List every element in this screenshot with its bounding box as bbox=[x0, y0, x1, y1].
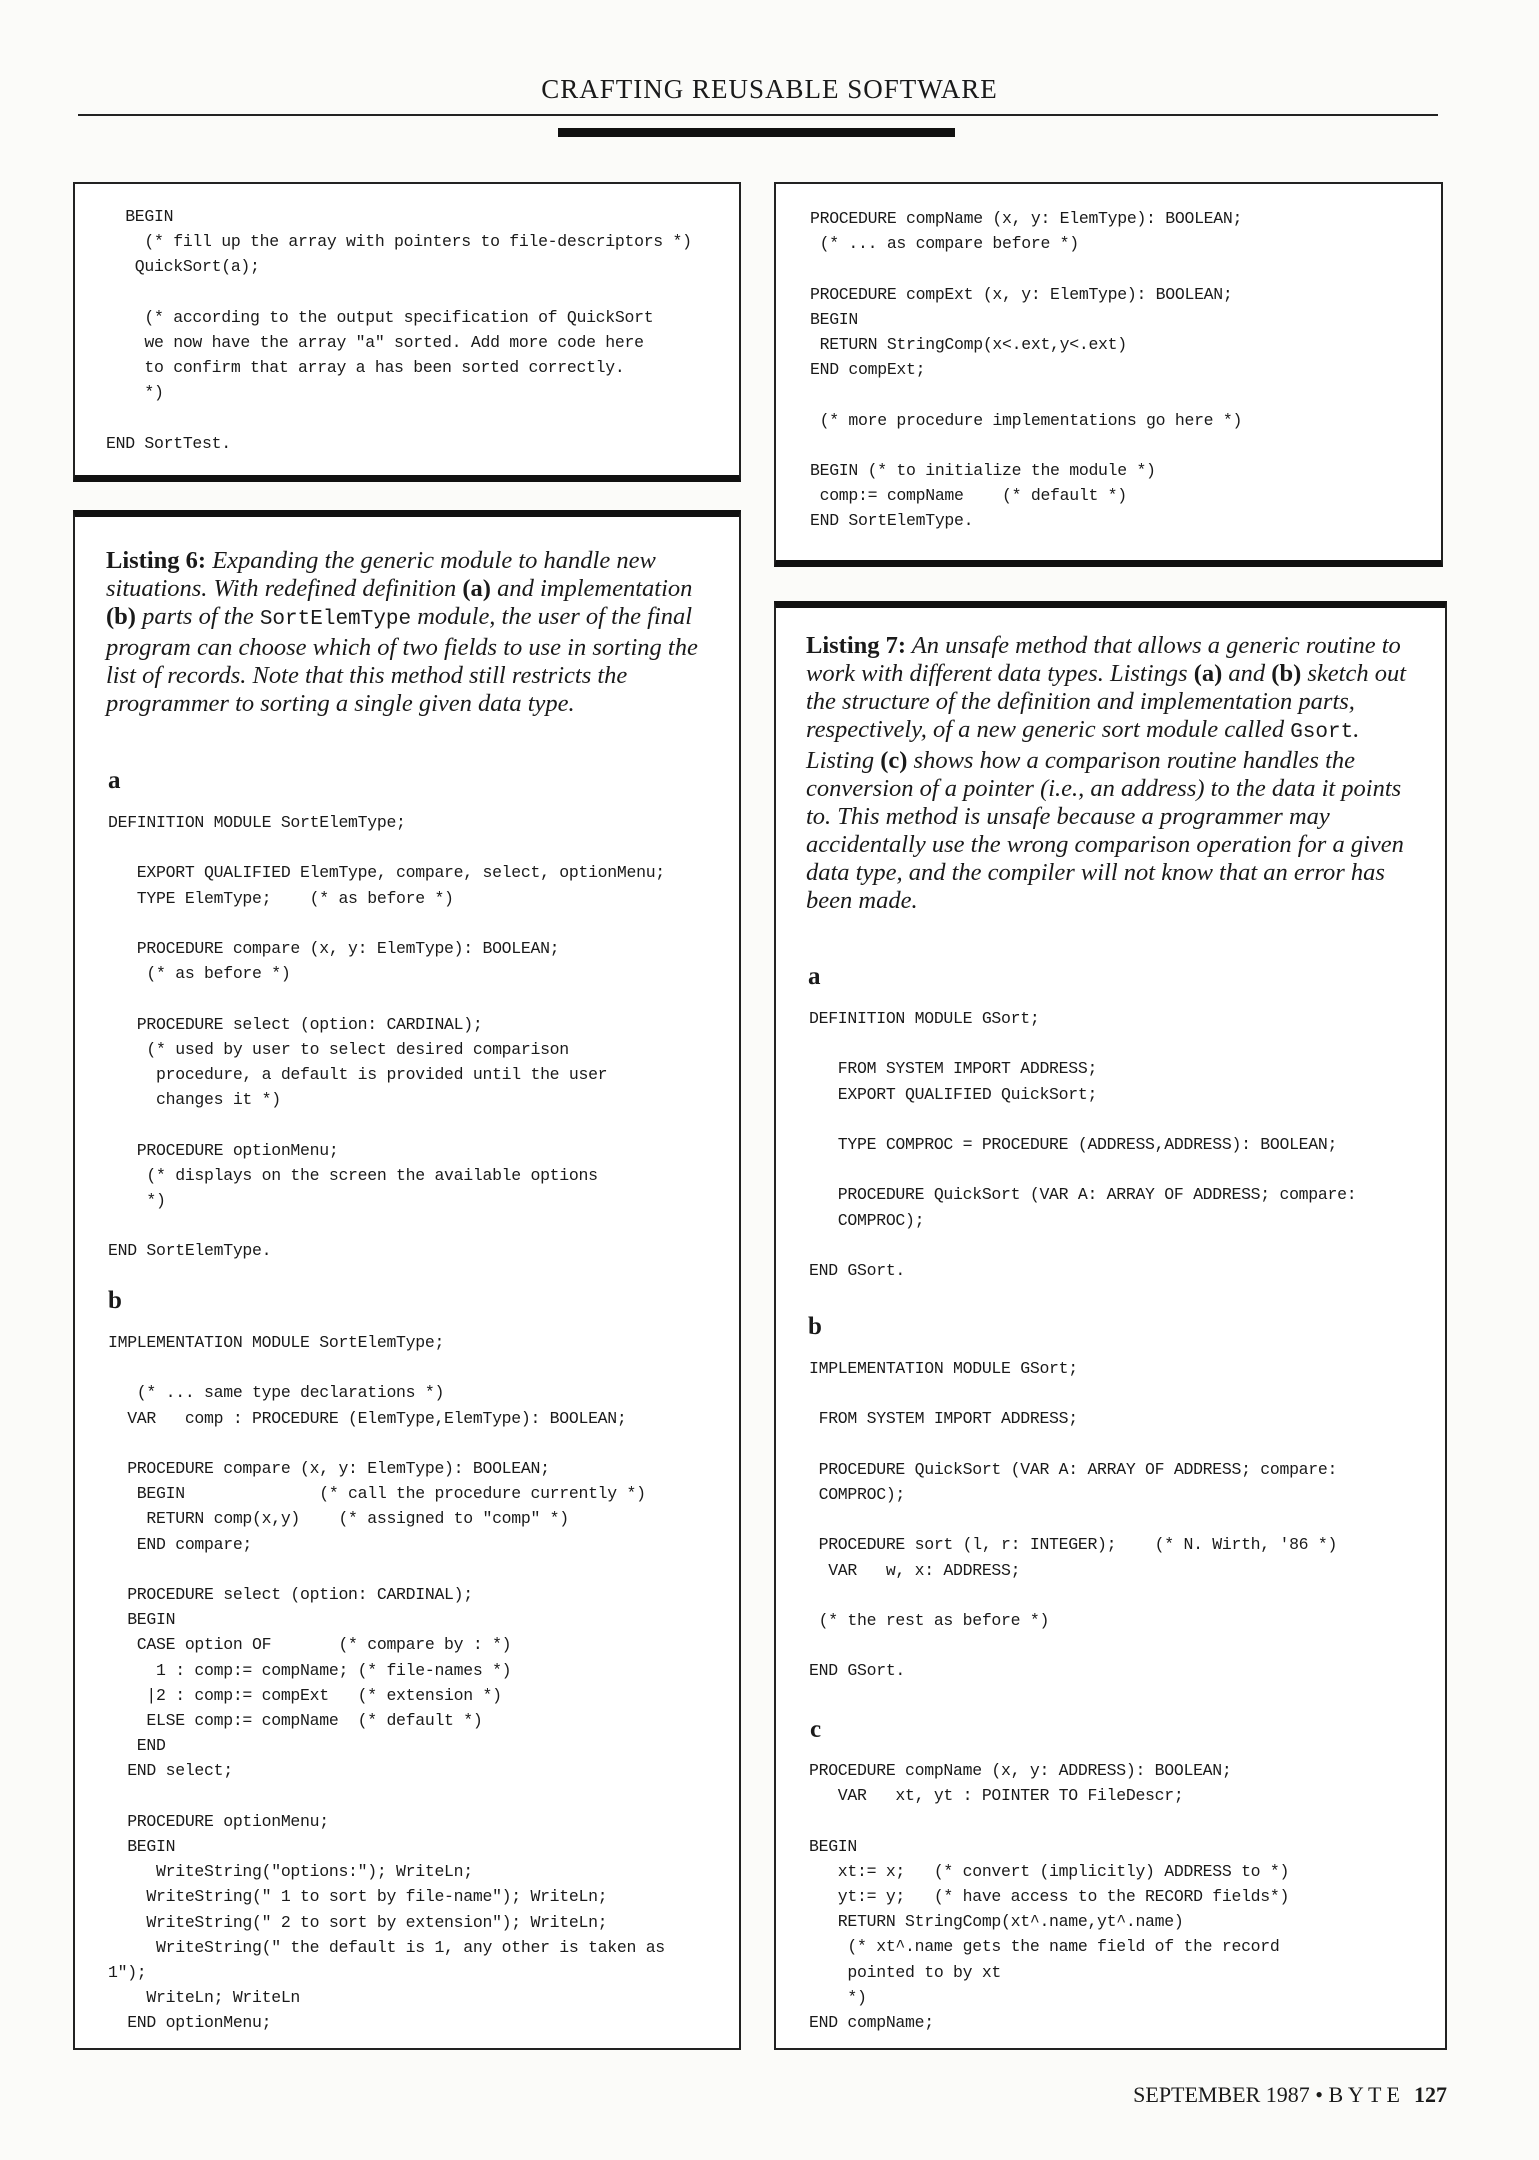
caption-code: SortElemType bbox=[259, 608, 412, 631]
listing6-part-b-label: b bbox=[108, 1287, 122, 1314]
listing7-label: Listing 7: bbox=[806, 632, 907, 659]
header-rule bbox=[78, 114, 1438, 116]
listing7-box bbox=[774, 601, 1447, 2050]
issue-line: SEPTEMBER 1987 • B Y T E bbox=[1133, 2082, 1400, 2107]
sorttest-listing-box bbox=[73, 182, 741, 482]
caption-ref-b: (b) bbox=[1271, 660, 1302, 687]
listing7-part-c-code: PROCEDURE compName (x, y: ADDRESS): BOOLEAN; VAR xt, yt : POINTER TO FileDescr; BEGIN xt:= x; (* convert (implicitly) ADDRESS to *) yt:= y; (* have access to the RECORD fields*) RETURN StringComp(xt^.name,yt^.name) (* xt^.name gets the name field of the record pointed to by xt *) END compName; bbox=[809, 1761, 1290, 2033]
header-bar bbox=[558, 128, 955, 137]
listing7-part-c-label: c bbox=[810, 1716, 822, 1743]
listing7-part-b-code: IMPLEMENTATION MODULE GSort; FROM SYSTEM IMPORT ADDRESS; PROCEDURE QuickSort (VAR A: ARRAY OF ADDRESS; compare: COMPROC); PROCEDURE sort (l, r: INTEGER); (* N. Wirth, '86 *) VAR w, x: ADDRESS; (* the rest as before *) END GSort. bbox=[809, 1359, 1338, 1681]
caption-text: and implementation bbox=[490, 575, 693, 602]
page-number: 127 bbox=[1414, 2082, 1447, 2107]
sortelemtype-end-code: PROCEDURE compName (x, y: ElemType): BOOLEAN; (* ... as compare before *) PROCEDURE compExt (x, y: ElemType): BOOLEAN; BEGIN RETURN StringComp(x<.ext,y<.ext) END compExt; (* more procedure implementations go here *) BEGIN (* to initialize the module *) comp:= compName (* default *) END SortElemType. bbox=[810, 209, 1243, 531]
listing7-part-a-code: DEFINITION MODULE GSort; FROM SYSTEM IMPORT ADDRESS; EXPORT QUALIFIED QuickSort; TYPE COMPROC = PROCEDURE (ADDRESS,ADDRESS): BOOLEAN; PROCEDURE QuickSort (VAR A: ARRAY OF ADDRESS; compare: COMPROC); END GSort. bbox=[809, 1009, 1357, 1281]
listing7-part-a-label: a bbox=[808, 963, 821, 990]
caption-text: module, the user of the final program can choose which of two fields to use in sorting the list of records. Note that this method still restricts the programmer to sorting a single given data type. bbox=[106, 603, 698, 717]
sorttest-code: BEGIN (* fill up the array with pointers to file-descriptors *) QuickSort(a); (* according to the output specification of QuickSort we now have the array "a" sorted. Add more code here to confirm that array a has been sorted correctly. *) END SortTest. bbox=[106, 207, 692, 453]
listing6-part-a-label: a bbox=[108, 767, 121, 794]
caption-code: Gsort bbox=[1290, 721, 1354, 744]
caption-text: . Listing bbox=[806, 716, 1360, 774]
sortelemtype-end-listing-box bbox=[774, 182, 1443, 567]
caption-ref-b: (b) bbox=[106, 603, 136, 630]
listing7-caption bbox=[806, 632, 1406, 915]
listing6-caption bbox=[106, 547, 716, 718]
caption-ref-c: (c) bbox=[880, 747, 908, 774]
caption-text: parts of the bbox=[135, 603, 260, 630]
listing6-label: Listing 6: bbox=[106, 547, 207, 574]
caption-text: Expanding the generic module to handle new situations. With redefined definition bbox=[106, 547, 656, 602]
caption-text: sketch out the structure of the definition and implementation parts, respectively, of a new generic sort module called bbox=[806, 660, 1407, 743]
running-header: CRAFTING REUSABLE SOFTWARE bbox=[541, 74, 998, 104]
caption-text: and bbox=[1222, 660, 1272, 687]
page-footer bbox=[1133, 2082, 1447, 2108]
listing6-box bbox=[73, 510, 741, 2050]
listing6-part-b-code: IMPLEMENTATION MODULE SortElemType; (* ... same type declarations *) VAR comp : PROCEDURE (ElemType,ElemType): BOOLEAN; PROCEDURE compare (x, y: ElemType): BOOLEAN; BEGIN (* call the procedure currently *) RETURN comp(x,y) (* assigned to "comp" *) END compare; PROCEDURE select (option: CARDINAL); BEGIN CASE option OF (* compare by : *) 1 : comp:= compName; (* file-names *) |2 : comp:= compExt (* extension *) ELSE comp:= compName (* default *) END END select; PROCEDURE optionMenu; BEGIN WriteString("options:"); WriteLn; WriteString(" 1 to sort by file-name"); WriteLn; WriteString(" 2 to sort by extension"); WriteLn; WriteString(" the default is 1, any other is taken as 1"); WriteLn; WriteLn END optionMenu; bbox=[108, 1333, 665, 2033]
caption-ref-a: (a) bbox=[1193, 660, 1223, 687]
listing7-part-b-label: b bbox=[808, 1313, 822, 1340]
caption-text: shows how a comparison routine handles the conversion of a pointer (i.e., an address) to the data it points to. This method is unsafe because a programmer may accidentally use the wrong comparison operation for a given data type, and the compiler will not know that an error has been made. bbox=[806, 747, 1404, 914]
caption-ref-a: (a) bbox=[462, 575, 491, 602]
caption-text: An unsafe method that allows a generic routine to work with different data types. Listings bbox=[806, 632, 1401, 687]
listing6-part-a-code: DEFINITION MODULE SortElemType; EXPORT QUALIFIED ElemType, compare, select, optionMenu; TYPE ElemType; (* as before *) PROCEDURE compare (x, y: ElemType): BOOLEAN; (* as before *) PROCEDURE select (option: CARDINAL); (* used by user to select desired comparison procedure, a default is provided until the user changes it *) PROCEDURE optionMenu; (* displays on the screen the available options *) END SortElemType. bbox=[108, 813, 665, 1261]
